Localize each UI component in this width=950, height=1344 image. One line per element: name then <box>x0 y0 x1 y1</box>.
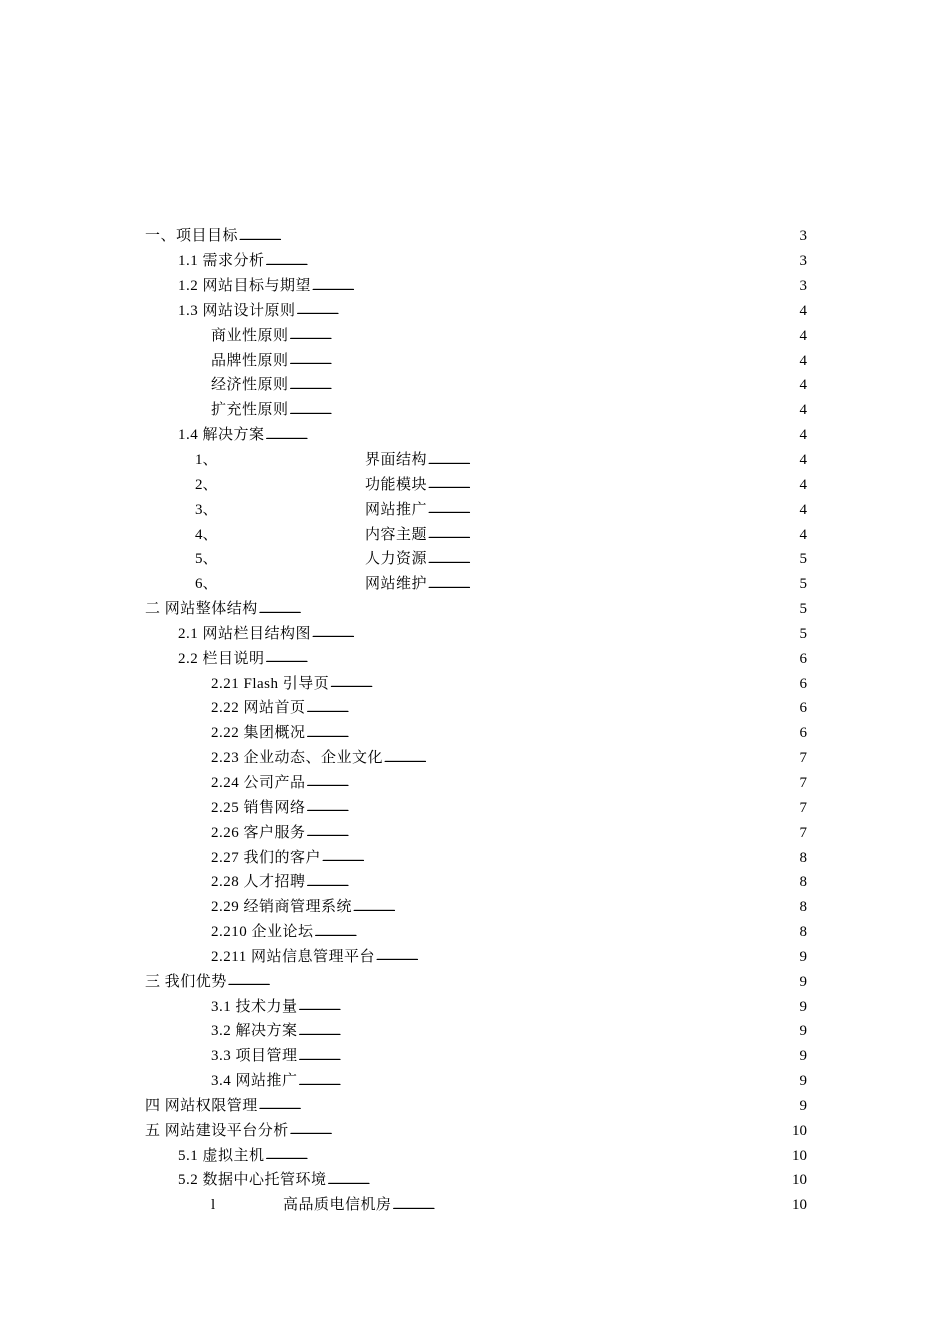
toc-dot-leader <box>428 525 798 544</box>
toc-entry-title: 2.25 销售网络 <box>211 799 306 816</box>
toc-entry[interactable] <box>145 845 807 870</box>
toc-entry-page-number: 4 <box>799 377 807 394</box>
toc-entry-title: 2.22 集团概况 <box>211 725 306 742</box>
toc-entry-page-number: 10 <box>792 1147 807 1164</box>
toc-entry-page-number: 9 <box>799 1097 807 1114</box>
toc-entry-title: 功能模块 <box>365 476 428 493</box>
toc-entry-title: 2.29 经销商管理系统 <box>211 899 353 916</box>
toc-entry[interactable] <box>145 572 807 597</box>
toc-dot-leader <box>290 376 799 395</box>
toc-dot-leader <box>312 277 798 296</box>
toc-entry[interactable] <box>145 547 807 572</box>
toc-entry[interactable] <box>145 373 807 398</box>
toc-entry-page-number: 6 <box>799 725 807 742</box>
toc-entry-page-number: 5 <box>799 576 807 593</box>
toc-entry-title: 2.1 网站栏目结构图 <box>178 625 312 642</box>
toc-entry-title: 五 网站建设平台分析 <box>145 1122 289 1139</box>
toc-entry-page-number: 4 <box>799 302 807 319</box>
toc-entry-title: 1.4 解决方案 <box>178 427 265 444</box>
toc-entry-title: 网站推广 <box>365 501 428 518</box>
toc-entry-page-number: 3 <box>799 253 807 270</box>
toc-entry-title: 2.26 客户服务 <box>211 824 306 841</box>
toc-entry[interactable] <box>145 398 807 423</box>
toc-entry-page-number: 4 <box>799 452 807 469</box>
toc-entry[interactable] <box>145 969 807 994</box>
toc-entry-title: 人力资源 <box>365 551 428 568</box>
toc-dot-leader <box>307 798 799 817</box>
toc-entry-number: 5、 <box>195 551 218 568</box>
toc-entry[interactable] <box>145 299 807 324</box>
toc-entry-title: 1.2 网站目标与期望 <box>178 278 312 295</box>
toc-entry[interactable] <box>145 224 807 249</box>
toc-entry-title: 高品质电信机房 <box>283 1197 392 1214</box>
toc-entry[interactable] <box>145 870 807 895</box>
toc-dot-leader <box>393 1196 791 1215</box>
toc-entry-page-number: 3 <box>799 278 807 295</box>
toc-entry[interactable] <box>145 1193 807 1218</box>
toc-entry-page-number: 4 <box>799 501 807 518</box>
toc-dot-leader <box>307 823 799 842</box>
toc-dot-leader <box>307 724 799 743</box>
toc-entry[interactable] <box>145 597 807 622</box>
toc-dot-leader <box>428 575 798 594</box>
toc-entry-title: 扩充性原则 <box>211 402 289 419</box>
toc-entry-number: 2、 <box>195 476 218 493</box>
toc-entry-title: 1.3 网站设计原则 <box>178 302 296 319</box>
toc-entry-title: 5.2 数据中心托管环境 <box>178 1172 327 1189</box>
toc-entry-page-number: 4 <box>799 402 807 419</box>
toc-entry-page-number: 5 <box>799 601 807 618</box>
toc-entry-title: 2.27 我们的客户 <box>211 849 322 866</box>
toc-entry-page-number: 9 <box>799 1048 807 1065</box>
toc-entry-page-number: 4 <box>799 526 807 543</box>
toc-entry-title: 2.211 网站信息管理平台 <box>211 948 375 965</box>
toc-entry[interactable] <box>145 944 807 969</box>
toc-dot-leader <box>299 1072 799 1091</box>
toc-dot-leader <box>322 848 798 867</box>
toc-entry-title: 2.22 网站首页 <box>211 700 306 717</box>
toc-entry-page-number: 7 <box>799 824 807 841</box>
toc-entry[interactable] <box>145 497 807 522</box>
toc-entry-title: 2.21 Flash 引导页 <box>211 675 330 692</box>
toc-entry[interactable] <box>145 274 807 299</box>
toc-dot-leader <box>299 1022 799 1041</box>
toc-entry-title: 2.24 公司产品 <box>211 774 306 791</box>
toc-dot-leader <box>428 475 798 494</box>
toc-entry-page-number: 7 <box>799 750 807 767</box>
toc-entry-title: 3.3 项目管理 <box>211 1048 298 1065</box>
toc-entry[interactable] <box>145 249 807 274</box>
toc-entry-page-number: 4 <box>799 327 807 344</box>
toc-entry[interactable] <box>145 920 807 945</box>
toc-entry[interactable] <box>145 348 807 373</box>
toc-entry-page-number: 5 <box>799 551 807 568</box>
toc-entry-title: 经济性原则 <box>211 377 289 394</box>
toc-dot-leader <box>259 600 799 619</box>
toc-entry[interactable] <box>145 622 807 647</box>
toc-entry-page-number: 8 <box>799 849 807 866</box>
toc-entry-title: 3.1 技术力量 <box>211 998 298 1015</box>
toc-entry-page-number: 8 <box>799 899 807 916</box>
toc-entry-number: 6、 <box>195 576 218 593</box>
toc-entry-title: 2.28 人才招聘 <box>211 874 306 891</box>
toc-entry-page-number: 9 <box>799 998 807 1015</box>
toc-entry-page-number: 7 <box>799 774 807 791</box>
toc-entry[interactable] <box>145 820 807 845</box>
toc-entry[interactable] <box>145 448 807 473</box>
toc-entry-title: 界面结构 <box>365 452 428 469</box>
toc-entry[interactable] <box>145 746 807 771</box>
toc-dot-leader <box>307 699 799 718</box>
toc-entry-title: 5.1 虚拟主机 <box>178 1147 265 1164</box>
toc-entry-page-number: 9 <box>799 1073 807 1090</box>
toc-dot-leader <box>290 326 799 345</box>
toc-entry-title: 2.2 栏目说明 <box>178 650 265 667</box>
toc-dot-leader <box>307 873 799 892</box>
toc-entry[interactable] <box>145 1094 807 1119</box>
toc-dot-leader <box>315 923 799 942</box>
toc-dot-leader <box>266 1146 791 1165</box>
toc-entry-page-number: 6 <box>799 700 807 717</box>
toc-entry-title: 网站维护 <box>365 576 428 593</box>
toc-dot-leader <box>428 500 798 519</box>
toc-dot-leader <box>266 649 799 668</box>
toc-entry-title: 3.2 解决方案 <box>211 1023 298 1040</box>
toc-entry[interactable] <box>145 671 807 696</box>
toc-entry-page-number: 6 <box>799 675 807 692</box>
toc-dot-leader <box>297 301 799 320</box>
toc-entry[interactable] <box>145 1044 807 1069</box>
toc-entry-number: l <box>211 1197 216 1214</box>
toc-entry-title: 1.1 需求分析 <box>178 253 265 270</box>
toc-entry-title: 商业性原则 <box>211 327 289 344</box>
toc-dot-leader <box>259 1096 799 1115</box>
toc-entry-title: 四 网站权限管理 <box>145 1097 258 1114</box>
toc-entry[interactable] <box>145 721 807 746</box>
toc-dot-leader <box>266 426 799 445</box>
toc-entry-title: 一、项目目标 <box>145 228 239 245</box>
toc-dot-leader <box>428 550 798 569</box>
toc-entry-number: 4、 <box>195 526 218 543</box>
toc-entry[interactable] <box>145 522 807 547</box>
toc-entry-page-number: 8 <box>799 874 807 891</box>
toc-dot-leader <box>307 773 799 792</box>
toc-entry[interactable] <box>145 646 807 671</box>
toc-entry-title: 内容主题 <box>365 526 428 543</box>
toc-entry-page-number: 10 <box>792 1122 807 1139</box>
toc-entry-page-number: 9 <box>799 1023 807 1040</box>
toc-entry[interactable] <box>145 795 807 820</box>
toc-entry-title: 3.4 网站推广 <box>211 1073 298 1090</box>
toc-dot-leader <box>384 749 798 768</box>
toc-entry[interactable] <box>145 423 807 448</box>
toc-entry-number: 3、 <box>195 501 218 518</box>
toc-entry-title: 2.210 企业论坛 <box>211 924 314 941</box>
toc-dot-leader <box>239 227 798 246</box>
toc-entry-title: 品牌性原则 <box>211 352 289 369</box>
toc-entry[interactable] <box>145 1118 807 1143</box>
toc-entry-page-number: 4 <box>799 476 807 493</box>
toc-entry-page-number: 3 <box>799 228 807 245</box>
toc-entry-number: 1、 <box>195 452 218 469</box>
toc-entry-page-number: 10 <box>792 1197 807 1214</box>
toc-dot-leader <box>353 898 798 917</box>
toc-entry-page-number: 10 <box>792 1172 807 1189</box>
toc-entry-page-number: 9 <box>799 948 807 965</box>
toc-dot-leader <box>290 1121 791 1140</box>
toc-entry-page-number: 9 <box>799 973 807 990</box>
toc-dot-leader <box>312 624 798 643</box>
toc-entry-page-number: 7 <box>799 799 807 816</box>
toc-entry[interactable] <box>145 771 807 796</box>
toc-entry[interactable] <box>145 323 807 348</box>
toc-entry-page-number: 4 <box>799 352 807 369</box>
toc-entry[interactable] <box>145 1069 807 1094</box>
toc-dot-leader <box>428 451 798 470</box>
toc-entry[interactable] <box>145 472 807 497</box>
toc-dot-leader <box>299 1047 799 1066</box>
toc-entry[interactable] <box>145 895 807 920</box>
toc-entry[interactable] <box>145 1019 807 1044</box>
toc-dot-leader <box>376 947 799 966</box>
toc-entry[interactable] <box>145 994 807 1019</box>
table-of-contents <box>145 224 807 1218</box>
toc-dot-leader <box>299 997 799 1016</box>
toc-dot-leader <box>290 401 799 420</box>
toc-dot-leader <box>290 351 799 370</box>
toc-entry-page-number: 8 <box>799 924 807 941</box>
toc-entry-title: 2.23 企业动态、企业文化 <box>211 750 384 767</box>
toc-entry[interactable] <box>145 1143 807 1168</box>
toc-entry-page-number: 5 <box>799 625 807 642</box>
toc-entry-page-number: 4 <box>799 427 807 444</box>
toc-dot-leader <box>328 1171 791 1190</box>
toc-entry-title: 三 我们优势 <box>145 973 227 990</box>
toc-entry-page-number: 6 <box>799 650 807 667</box>
toc-entry[interactable] <box>145 1168 807 1193</box>
toc-entry-title: 二 网站整体结构 <box>145 601 258 618</box>
toc-dot-leader <box>228 972 799 991</box>
toc-dot-leader <box>330 674 798 693</box>
toc-entry[interactable] <box>145 696 807 721</box>
toc-dot-leader <box>266 252 799 271</box>
